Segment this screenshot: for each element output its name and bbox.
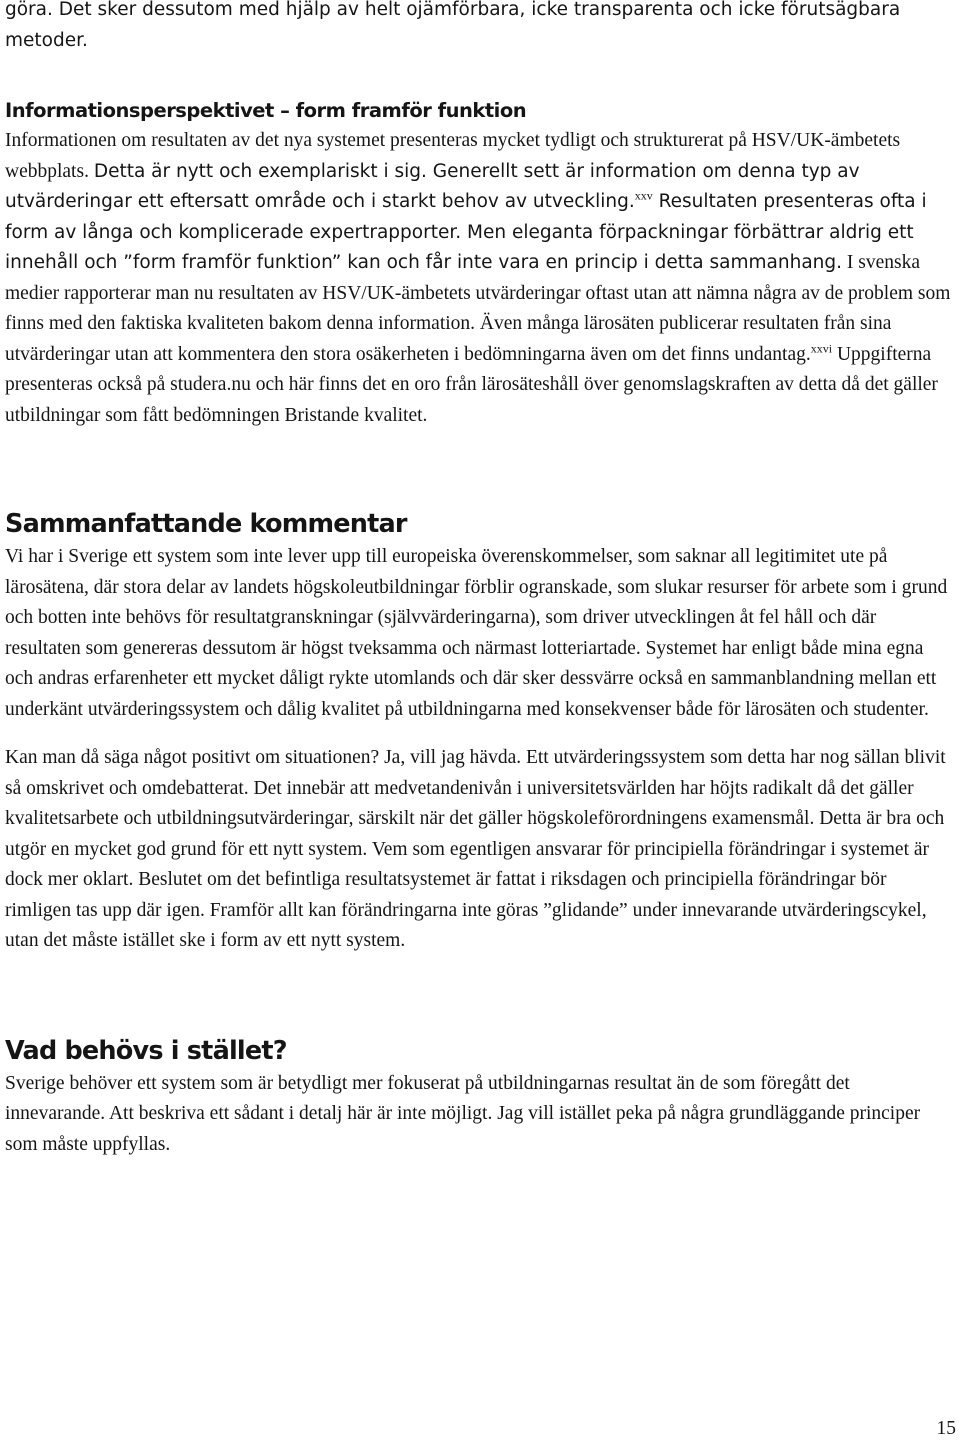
heading-informationsperspektivet: Informationsperspektivet – form framför funktion <box>5 99 527 122</box>
text-segment: Uppgifterna presenteras också på studera.nu och här finns det en oro från lärosäteshåll över genomslagskraften av detta då det gäller utbildningar som fått bedömningen Bristande kvalitet. <box>5 343 938 426</box>
sammanfattande-paragraph-1 <box>5 542 952 725</box>
text-segment: Detta är nytt och exemplariskt i sig. Generellt sett är information om denna typ av utvärderingar ett eftersatt område och i starkt behov av utveckling. <box>5 160 860 212</box>
text-segment: Resultaten presenteras ofta i form av långa och komplicerade expertrapporter. Men eleganta förpackningar förbättrar aldrig ett innehåll och ”form framför funktion” kan och får inte vara en princip i detta sammanhang. <box>5 191 927 273</box>
intro-paragraph <box>5 0 952 56</box>
heading-vad-behovs-i-stallet: Vad behövs i stället? <box>5 1035 287 1066</box>
text-segment: I svenska medier rapporterar man nu resultaten av HSV/UK-ämbetets utvärderingar oftast utan att nämna några av de problem som finns med den faktiska kvaliteten bakom denna information. Även många lärosäten publicerar resultaten från sina utvärderingar utan att kommentera den stora osäkerheten i bedömningarna även om det finns undantag. <box>5 252 951 365</box>
text-segment: Informationen om resultaten av det nya systemet presenteras mycket tydligt och strukturerat på HSV/UK-ämbetets webbplats. <box>5 130 901 182</box>
text-segment: Kan man då säga något positivt om situationen? Ja, vill jag hävda. Ett utvärderingssystem som detta har nog sällan blivit så omskrivet och omdebatterat. Det innebär att medvetandenivån i universitetsvärlden har höjts radikalt då det gäller kvalitetsarbete och utbildningsutvärderingar, särskilt när det gäller högskoleförordningens examensmål. Detta är bra och utgör en mycket god grund för ett nytt system. Vem som egentligen ansvarar för principiella förändringar i systemet är dock mer oklart. Beslutet om det befintliga resultatsystemet är fattat i riksdagen och principiella förändringar bör rimligen tas upp där igen. Framför allt kan förändringarna inte göras ”glidande” under innevarande utvärderingscykel, utan det måste istället ske i form av ett nytt system. <box>5 747 946 951</box>
sammanfattande-paragraph-2 <box>5 743 952 957</box>
text-segment: Sverige behöver ett system som är betydligt mer fokuserat på utbildningarnas resultat än de som föregått det innevarande. Att beskriva ett sådant i detalj här är inte möjligt. Jag vill istället peka på några grundläggande principer som måste uppfyllas. <box>5 1072 921 1155</box>
text-segment: göra. Det sker dessutom med hjälp av helt ojämförbara, icke transparenta och icke förutsägbara metoder. <box>5 0 901 51</box>
informationsperspektivet-paragraph <box>5 126 952 431</box>
footnote-reference: xxvi <box>810 341 833 355</box>
vad-behovs-paragraph <box>5 1069 952 1161</box>
text-segment: Vi har i Sverige ett system som inte lever upp till europeiska överenskommelser, som saknar all legitimitet ute på lärosätena, där stora delar av landets högskoleutbildningar förblir ogranskade, som slukar resurser för arbete som i grund och botten inte behövs för resultatgranskningar (självvärderingarna), som driver utvecklingen åt fel håll och där resultaten som genereras dessutom är högst tveksamma och närmast lotteriartade. Systemet har enligt både mina egna och andras erfarenheter ett mycket dåligt rykte utomlands och där sker dessvärre också en sammanblandning mellan ett underkänt utvärderingssystem och dålig kvalitet på utbildningarna med konsekvenser både för lärosäten och studenter. <box>5 546 948 720</box>
heading-sammanfattande-kommentar: Sammanfattande kommentar <box>5 509 407 539</box>
footnote-reference: xxv <box>634 188 653 203</box>
page-number: 15 <box>936 1418 956 1439</box>
